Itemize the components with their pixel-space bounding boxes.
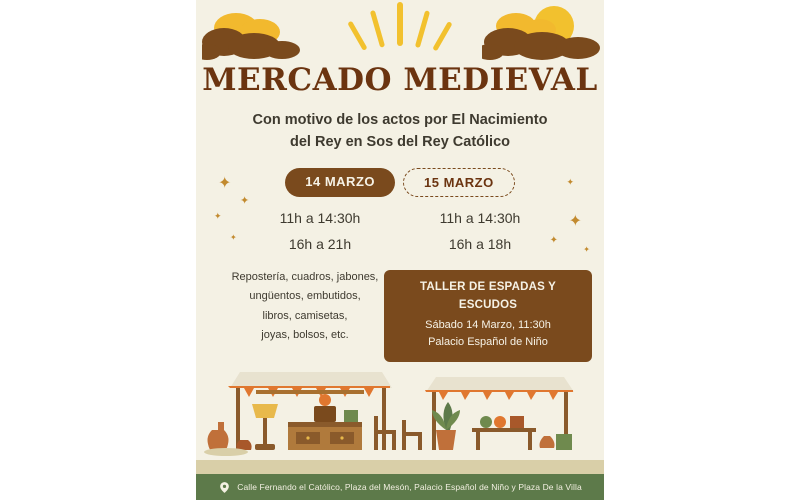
schedule-group	[196, 206, 604, 258]
plants-icon	[432, 402, 460, 450]
sparkle-icon: ✦	[583, 245, 590, 254]
location-pin-icon	[218, 481, 231, 494]
sparkle-icon: ✦	[568, 213, 582, 230]
date-pill-15-marzo[interactable]: 15 MARZO	[403, 168, 515, 197]
goods-table-right-icon	[472, 416, 572, 450]
page-margin-right	[604, 0, 800, 500]
sparkle-icon: ✦	[218, 175, 232, 192]
pottery-group-icon	[204, 422, 252, 456]
sparkle-icon: ✦	[230, 233, 237, 242]
schedule-day-2-line-2: 16h a 18h	[448, 235, 512, 252]
workshop-line-1: Sábado 14 Marzo, 11:30h	[425, 318, 551, 331]
date-pill-14-marzo[interactable]: 14 MARZO	[285, 168, 395, 197]
footer-bar	[196, 474, 604, 500]
page-margin-left	[0, 0, 196, 500]
market-table-icon	[288, 394, 362, 450]
goods-line-3: libros, camisetas,	[262, 309, 348, 322]
page-title: MERCADO MEDIEVAL	[202, 62, 598, 98]
schedule-column-day-1	[255, 206, 385, 258]
poster-sheet	[196, 0, 604, 500]
cloud-right-icon	[482, 4, 602, 62]
workshop-title: TALLER DE ESPADAS Y ESCUDOS	[419, 281, 557, 312]
schedule-day-1-line-1: 11h a 14:30h	[279, 210, 361, 226]
sparkle-icon: ✦	[214, 211, 222, 221]
poster-subtitle	[196, 110, 604, 154]
workshop-line-2: Palacio Español de Niño	[428, 336, 548, 349]
cloud-left-icon	[202, 8, 322, 60]
schedule-day-1-line-2: 16h a 21h	[288, 235, 352, 252]
sparkle-icon: ✦	[549, 235, 558, 246]
sparkle-icon: ✦	[566, 177, 574, 187]
footer-address: Calle Fernando el Católico, Plaza del Mesón, Palacio Español de Niño y Plaza De la Villa	[237, 482, 582, 492]
chairs-icon	[374, 416, 422, 450]
subtitle-line-1: Con motivo de los actos por El Nacimiento	[252, 112, 548, 128]
subtitle-line-2: del Rey en Sos del Rey Católico	[290, 133, 510, 150]
lamp-icon	[252, 404, 278, 450]
sparkle-icon: ✦	[240, 195, 250, 207]
schedule-column-day-2	[415, 206, 545, 258]
market-illustration	[196, 344, 604, 474]
date-pill-group	[196, 168, 604, 197]
goods-line-4: joyas, bolsos, etc.	[261, 328, 349, 341]
goods-line-1: Repostería, cuadros, jabones,	[231, 271, 379, 283]
schedule-day-2-line-1: 11h a 14:30h	[439, 210, 521, 226]
goods-list	[210, 268, 400, 345]
sun-rays-icon	[335, 2, 465, 66]
goods-line-2: ungüentos, embutidos,	[249, 290, 361, 303]
